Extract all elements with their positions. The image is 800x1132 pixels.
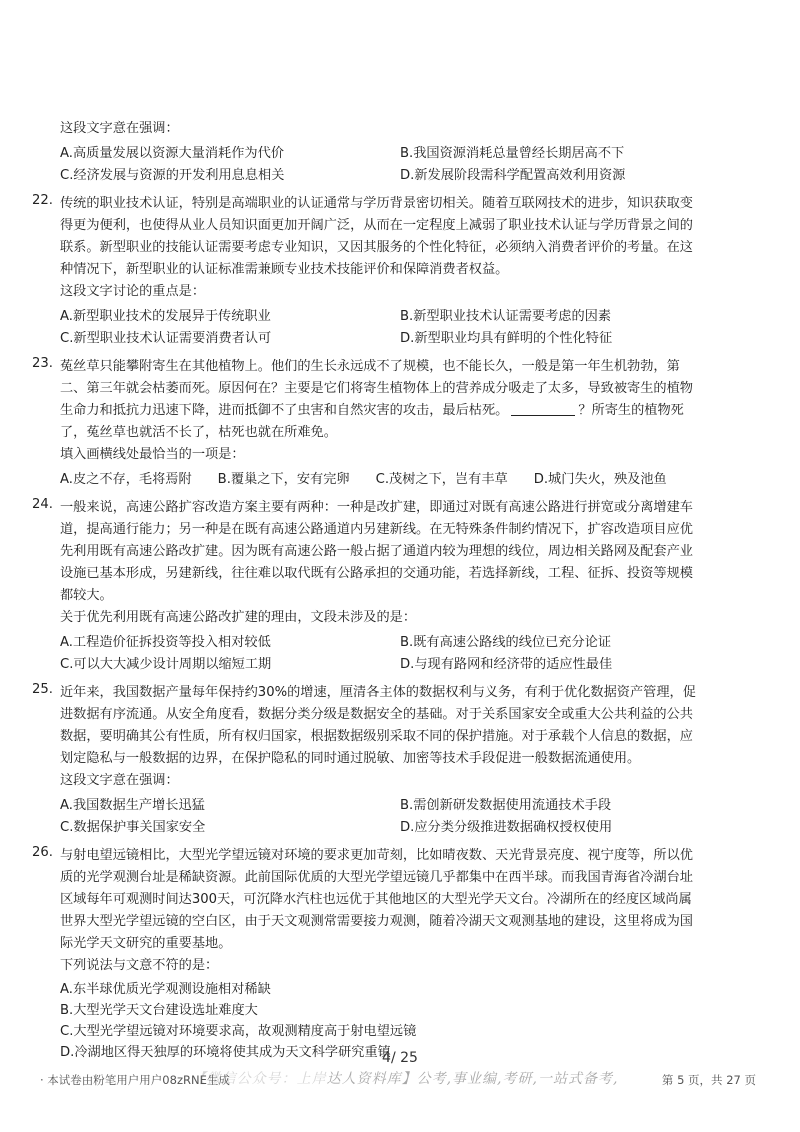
option-a[interactable]: A.高质量发展以资源大量消耗作为代价 — [60, 146, 284, 161]
passage-line: 划定隐私与一般数据的边界，在保护隐私的同时通过脱敏、加密等技术手段促进一般数据流通使用。 — [60, 751, 641, 766]
passage-line: 种情况下，新型职业的认证标准需兼顾专业技术技能评价和保障消费者权益。 — [60, 262, 509, 277]
option-d[interactable]: D.与现有路网和经济带的适应性最佳 — [400, 657, 613, 672]
option-c[interactable]: C.新型职业技术认证需要消费者认可 — [60, 331, 272, 346]
exam-content — [32, 118, 766, 1063]
options-group — [60, 469, 766, 491]
question-stem: 填入画横线处最恰当的一项是： — [60, 447, 245, 462]
question-number: 25. — [32, 682, 53, 697]
passage-line: 得更为便利，也使得从业人员知识面更加开阔广泛，从而在一定程度上减弱了职业技术认证与学历背景之间的 — [60, 218, 693, 233]
option-d[interactable]: D.冷湖地区得天独厚的环境将使其成为天文科学研究重镇 — [60, 1045, 391, 1060]
passage-line: 传统的职业技术认证，特别是高端职业的认证通常与学历背景密切相关。随着互联网技术的进步，知识获取变 — [60, 196, 693, 211]
option-d[interactable]: D.新发展阶段需科学配置高效利用资源 — [400, 168, 626, 183]
passage-line: 区域每年可观测时间达300天，可沉降水汽柱也远优于其他地区的大型光学天文台。冷湖所在的经度区域尚属 — [60, 892, 692, 907]
passage-line: 先利用既有高速公路改扩建。因为既有高速公路一般占据了通道内较为理想的线位，周边相关路网及配套产业 — [60, 544, 693, 559]
question-stem: 这段文字讨论的重点是： — [60, 284, 206, 299]
passage-line: 联系。新型职业的技能认证需要考虑专业知识，又因其服务的个性化特征，必须纳入消费者评价的考量。在这 — [60, 240, 693, 255]
question-number: 24. — [32, 497, 53, 512]
option-b[interactable]: B.覆巢之下，安有完卵 — [217, 472, 350, 487]
passage-line: 菟丝草只能攀附寄生在其他植物上。他们的生长永远成不了规模，也不能长久，一般是第一年生机勃勃，第 — [60, 359, 680, 374]
options-group — [46, 143, 766, 187]
options-group — [60, 795, 766, 839]
question-stem: 这段文字意在强调： — [60, 773, 179, 788]
option-b[interactable]: B.大型光学天文台建设选址难度大 — [60, 1003, 258, 1018]
option-a[interactable]: A.皮之不存，毛将焉附 — [60, 472, 192, 487]
question-stem: 这段文字意在强调： — [60, 121, 179, 136]
option-b[interactable]: B.需创新研发数据使用流通技术手段 — [400, 798, 612, 813]
fill-blank[interactable] — [511, 401, 575, 416]
question-21-tail — [46, 118, 766, 187]
option-a[interactable]: A.我国数据生产增长迅猛 — [60, 798, 205, 813]
question-25 — [32, 682, 766, 839]
option-c[interactable]: C.大型光学望远镜对环境要求高，故观测精度高于射电望远镜 — [60, 1024, 417, 1039]
options-group — [60, 306, 766, 350]
option-a[interactable]: A.工程造价征拆投资等投入相对较低 — [60, 635, 271, 650]
passage-line: 进数据有序流通。从安全角度看，数据分类分级是数据安全的基础。对于关系国家安全或重大公共利益的公共 — [60, 707, 693, 722]
question-number: 23. — [32, 356, 53, 371]
question-number: 22. — [32, 193, 53, 208]
options-group — [60, 632, 766, 676]
question-stem: 下列说法与文意不符的是： — [60, 958, 219, 973]
option-b[interactable]: B.新型职业技术认证需要考虑的因素 — [400, 309, 612, 324]
passage-line: 近年来，我国数据产量每年保持约30%的增速，厘清各主体的数据权利与义务，有利于优化数据资产管理，促 — [60, 685, 696, 700]
passage-line: 了，菟丝草也就活不长了，枯死也就在所难免。 — [60, 425, 337, 440]
watermark-faded-text: 【微信公众号：上岸 — [191, 1071, 327, 1087]
option-b[interactable]: B.既有高速公路线的线位已充分论证 — [400, 635, 612, 650]
option-a[interactable]: A.新型职业技术的发展异于传统职业 — [60, 309, 271, 324]
question-22 — [32, 193, 766, 350]
passage-line: 二、第三年就会枯萎而死。原因何在？主要是它们将寄生植物体上的营养成分吸走了太多，导致被寄生的植物 — [60, 381, 693, 396]
page-number: 4/ 25 — [382, 1050, 418, 1066]
footer-generator-note: · 本试卷由粉笔用户用户08zRNE生成 — [40, 1073, 230, 1087]
footer-page-count: 第 5 页，共 27 页 — [661, 1073, 756, 1087]
option-a[interactable]: A.东半球优质光学观测设施相对稀缺 — [60, 982, 271, 997]
option-c[interactable]: C.经济发展与资源的开发利用息息相关 — [60, 168, 285, 183]
passage-line: 都较大。 — [60, 588, 113, 603]
option-d[interactable]: D.新型职业均具有鲜明的个性化特征 — [400, 331, 613, 346]
passage-line: 设施已基本形成，另建新线，往往难以取代既有公路承担的交通功能，若选择新线，工程、征拆、投资等规模 — [60, 566, 693, 581]
passage-line: 与射电望远镜相比，大型光学望远镜对环境的要求更加苛刻，比如晴夜数、天光背景亮度、视宁度等，所以优 — [60, 848, 693, 863]
question-23 — [32, 356, 766, 491]
question-24 — [32, 497, 766, 676]
passage-line: 际光学天文研究的重要基地。 — [60, 936, 232, 951]
passage-line: 质的光学观测台址是稀缺资源。此前国际优质的大型光学望远镜几乎都集中在西半球。而我国青海省冷湖台址 — [60, 870, 693, 885]
passage-line: 世界大型光学望远镜的空白区，由于天文观测常需要接力观测，随着冷湖天文观测基地的建设，这里将成为国 — [60, 914, 693, 929]
question-stem: 关于优先利用既有高速公路改扩建的理由，文段未涉及的是： — [60, 610, 417, 625]
passage-line — [60, 400, 766, 422]
option-d[interactable]: D.应分类分级推进数据确权授权使用 — [400, 820, 613, 835]
question-number: 26. — [32, 845, 53, 860]
passage-text: ？所寄生的植物死 — [578, 403, 684, 418]
passage-line: 数据，要明确其公有性质，所有权归国家，根据数据级别采取不同的保护措施。对于承载个人信息的数据，应 — [60, 729, 693, 744]
footer — [0, 1068, 800, 1096]
option-d[interactable]: D.城门失火，殃及池鱼 — [533, 472, 667, 487]
option-b[interactable]: B.我国资源消耗总量曾经长期居高不下 — [400, 146, 625, 161]
passage-line: 一般来说，高速公路扩容改造方案主要有两种：一种是改扩建，即通过对既有高速公路进行拼宽或分离增建车 — [60, 500, 693, 515]
watermark-text: 达人资料库】公考,事业编,考研,一站式备考, — [326, 1071, 619, 1087]
question-26 — [32, 845, 766, 1063]
passage-text: 生命力和抵抗力迅速下降，进而抵御不了虫害和自然灾害的攻击，最后枯死。 — [60, 403, 509, 418]
option-c[interactable]: C.可以大大减少设计周期以缩短工期 — [60, 657, 272, 672]
passage-line: 道，提高通行能力；另一种是在既有高速公路通道内另建新线。在无特殊条件制约情况下，扩容改造项目应优 — [60, 522, 693, 537]
option-c[interactable]: C.茂树之下，岂有丰草 — [375, 472, 508, 487]
option-c[interactable]: C.数据保护事关国家安全 — [60, 820, 206, 835]
